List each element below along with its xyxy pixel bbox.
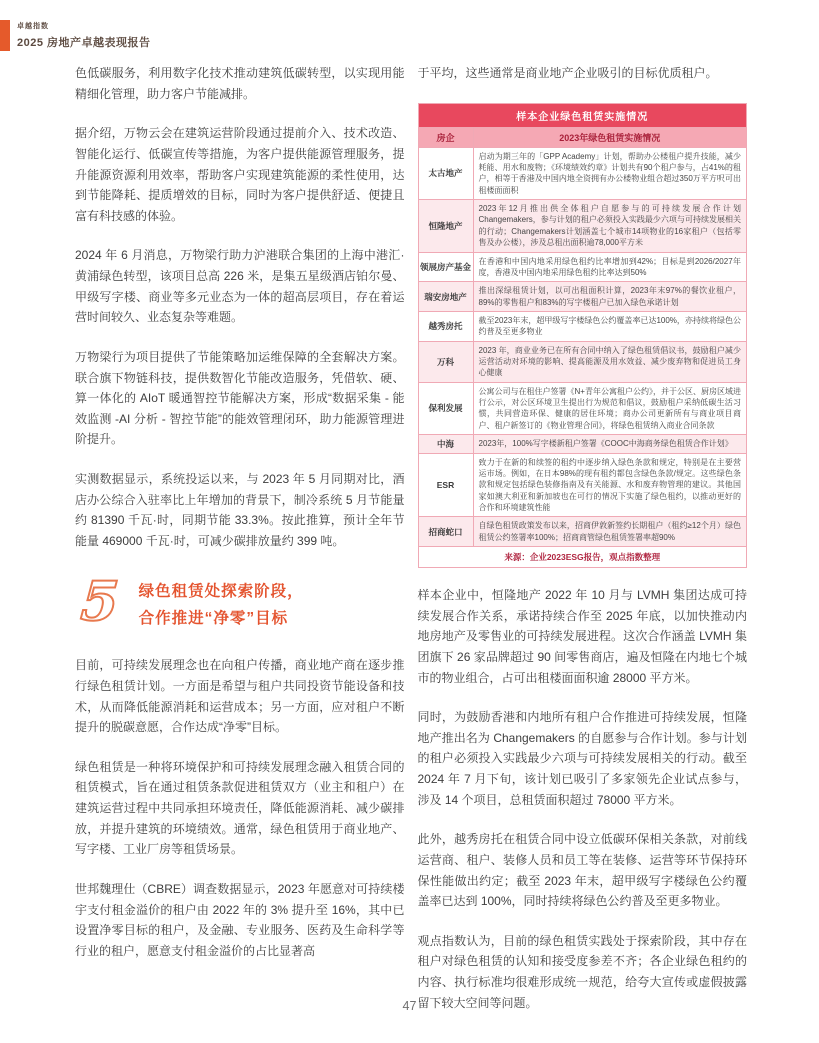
body-paragraph: 观点指数认为，目前的绿色租赁实践处于探索阶段，其中存在租户对绿色租赁的认知和接受度参差不齐；各企业绿色租约的内容、执行标准均很难形成统一规范，给夸大宣传或虚假披露留下较大空间等问题。: [417, 933, 747, 1010]
company-name: 万科: [418, 341, 473, 382]
brand-accent-bar: [0, 20, 10, 51]
company-name: 中海: [418, 435, 473, 453]
company-detail: 2023年12月推出供全体租户自愿参与的可持续发展合作计划Changemakers，参与计划的租户必须投入实践最少六项与可持续发展相关的行动；Changemakers计划涵盖七个城市14项物业的16家租户（包括零售及办公楼），涉及总租出面积逾78,000平方米: [473, 200, 747, 252]
right-column: [418, 63, 748, 1032]
section-title-line1: 绿色租赁处探索阶段，: [138, 582, 304, 600]
body-paragraph: 色低碳服务，利用数字化技术推动建筑低碳转型，以实现用能精细化管理，助力客户节能减排。: [75, 66, 405, 101]
company-detail: 在香港和中国内地采用绿色租约比率增加到42%；目标是到2026/2027年度，香港及中国内地采用绿色租约比率达到50%: [473, 252, 747, 282]
body-paragraph: 实测数据显示，系统投运以来，与 2023 年 5 月同期对比，酒店办公综合入驻率比上年增加的背景下，制冷系统 5 月节能量约 81390 千瓦·时，同期节能 33.3%。按此推算，预计全年节能量 469000 千瓦·时，可减少碳排放量约 399 吨。: [75, 472, 405, 548]
company-name: ESR: [418, 453, 473, 517]
company-detail: 公寓公司与在租住户签署《N+青年公寓租户公约》，并于公区、厨房区域进行公示，对公区环境卫生提出行为规范和倡议，鼓励租户采纳低碳生活习惯，共同营造环保、健康的居住环境；商办公司更新所有与商业项目商户、租户新签订的《物业管理合同》，将绿色租赁纳入商业合同条款: [473, 382, 747, 434]
company-detail: 自绿色租赁政策发布以来，招商伊敦新签约长期租户（租约≥12个月）绿色租赁公约签署率100%；招商商管绿色租赁签署率超90%: [473, 517, 747, 547]
brand-name: 卓越指数: [17, 23, 49, 30]
table-row: [418, 252, 747, 282]
report-header: [0, 20, 151, 51]
body-paragraph: 据介绍，万物云会在建筑运营阶段通过提前介入、技术改造、智能化运行、低碳宣传等措施，为客户提供能源管理服务，提升能源资源利用效率，帮助客户实现建筑能源的柔性使用，达到节能降耗、提质增效的目标，同时为客户提供舒适、便捷且富有科技感的体验。: [75, 126, 405, 223]
company-detail: 截至2023年末，超甲级写字楼绿色公约覆盖率已达100%，亦持续将绿色公约普及至更多物业: [473, 311, 747, 341]
body-paragraph: 同时，为鼓励香港和内地所有租户合作推进可持续发展，恒隆地产推出名为 Changemakers 的自愿参与合作计划。参与计划的租户必须投入实践最少六项与可持续发展相关的行动。截至 2024 年 7 月下旬，该计划已吸引了多家领先企业试点参与，涉及 14 个项目，总租赁面积超过 78000 平方米。: [417, 710, 747, 807]
body-paragraph: 于平均，这些通常是商业地产企业吸引的目标优质租户。: [417, 66, 718, 80]
table-source: 来源：企业2023ESG报告，观点指数整理: [418, 547, 747, 568]
body-paragraph: 世邦魏理仕（CBRE）调查数据显示，2023 年愿意对可持续楼宇支付租金溢价的租户由 2022 年的 3% 提升至 16%，其中已设置净零目标的租户，及金融、专业服务、医药及生命科学等行业的租户，愿意支付租金溢价的占比显著高: [75, 881, 405, 958]
section-5-heading: [78, 568, 405, 634]
body-paragraph: 目前，可持续发展理念也在向租户传播，商业地产商在逐步推行绿色租赁计划。一方面是希望与租户共同投资节能设备和技术，从而降低能源消耗和运营成本；另一方面，应对租户不断提升的脱碳意愿，合作达成“净零”目标。: [75, 658, 405, 735]
table-row: [418, 147, 747, 199]
report-title: 2025 房地产卓越表现报告: [17, 37, 151, 49]
table-row: [418, 517, 747, 547]
company-name: 保利发展: [418, 382, 473, 434]
table-row: [418, 341, 747, 382]
section-number: 5: [78, 568, 121, 633]
column-header-company: 房企: [418, 127, 473, 147]
table-header-row: [418, 127, 747, 147]
green-lease-table: [418, 103, 748, 568]
body-paragraph: 样本企业中，恒隆地产 2022 年 10 月与 LVMH 集团达成可持续发展合作关系，承诺持续合作至 2025 年底，以加快推动内地房地产及零售业的可持续发展进程。这次合作涵盖 LVMH 集团旗下 26 家品牌超过 90 间零售商店，遍及恒隆在内地七个城市的物业组合，占可出租楼面面积逾 28000 平方米。: [417, 588, 747, 685]
table-row: [418, 382, 747, 434]
company-name: 招商蛇口: [418, 517, 473, 547]
company-detail: 推出深绿租赁计划，以可出租面积计算，2023年末97%的餐饮业租户，89%的零售租户和83%的写字楼租户已加入绿色承诺计划: [473, 282, 747, 312]
page-columns: [75, 63, 747, 1032]
body-paragraph: 2024 年 6 月消息，万物梁行助力沪港联合集团的上海中港汇·黄浦绿色转型，该项目总高 226 米，是集五星级酒店铂尔曼、甲级写字楼、商业等多元业态为一体的超高层项目，存在着运营时间较久、业态复杂等难题。: [75, 248, 405, 325]
company-name: 太古地产: [418, 147, 473, 199]
table-row: [418, 453, 747, 517]
table-title-row: [418, 103, 747, 127]
table-row: [418, 200, 747, 252]
body-paragraph: 万物梁行为项目提供了节能策略加运维保障的全套解决方案。联合旗下物链科技，提供数智化节能改造服务，凭借软、硬、算一体化的 AIoT 暖通智控节能解决方案，形成“数据采集 - 能效监测 -AI 分析 - 智控节能”的能效管理闭环，助力能源管理进阶提升。: [75, 349, 405, 447]
table-source-row: [418, 547, 747, 568]
page-number: 47: [402, 999, 417, 1013]
company-detail: 致力于在新的和续签的租约中逐步纳入绿色条款和规定，特别是在主要营运市场。例如，在日本98%的现有租约都包含绿色条款/规定。这些绿色条款和规定包括绿色装修指南及有关能源、水和废弃物管理的建议。其他国家如澳大利亚和新加坡也在可行的情况下实施了绿色租约，以推动更好的合作和环境建筑性能: [473, 453, 747, 517]
table-row: [418, 311, 747, 341]
column-header-detail: 2023年绿色租赁实施情况: [473, 127, 747, 147]
table-row: [418, 435, 747, 453]
company-detail: 2023 年，商业业务已在所有合同中纳入了绿色租赁倡议书，鼓励租户减少运营活动对环境的影响、提高能源及用水效益、减少废弃物和促进员工身心健康: [473, 341, 747, 382]
section-title: [139, 576, 304, 634]
company-detail: 启动为期三年的「GPP Academy」计划，帮助办公楼租户提升技能，减少耗能、用水和废物；《环境绩效约章》计划共有90个租户参与，占41%的租户，相等于香港及中国内地全资拥有办公楼物业组合超过350万平方呎可出租楼面面积: [473, 147, 747, 199]
table-title: 样本企业绿色租赁实施情况: [418, 103, 747, 127]
left-column: [75, 63, 405, 1032]
company-name: 瑞安房地产: [418, 282, 473, 312]
body-paragraph: 绿色租赁是一种将环境保护和可持续发展理念融入租赁合同的租赁模式，旨在通过租赁条款促进租赁双方（业主和租户）在建筑运营过程中共同承担环境责任，降低能源消耗、减少碳排放，并提升建筑的环境绩效。通常，绿色租赁用于商业地产、写字楼、工业厂房等租赁场景。: [75, 759, 405, 857]
company-detail: 2023年，100%写字楼新租户签署《COOC中海商务绿色租赁合作计划》: [473, 435, 747, 453]
section-title-line2: 合作推进“净零”目标: [138, 610, 289, 628]
company-name: 领展房产基金: [418, 252, 473, 282]
table-row: [418, 282, 747, 312]
company-name: 恒隆地产: [418, 200, 473, 252]
body-paragraph: 此外，越秀房托在租赁合同中设立低碳环保相关条款，对前线运营商、租户、装修人员和员工等在装修、运营等环节保持环保性能做出约定；截至 2023 年末，超甲级写字楼绿色公约覆盖率已达到 100%，同时持续将绿色公约普及至更多物业。: [417, 832, 747, 909]
company-name: 越秀房托: [418, 311, 473, 341]
